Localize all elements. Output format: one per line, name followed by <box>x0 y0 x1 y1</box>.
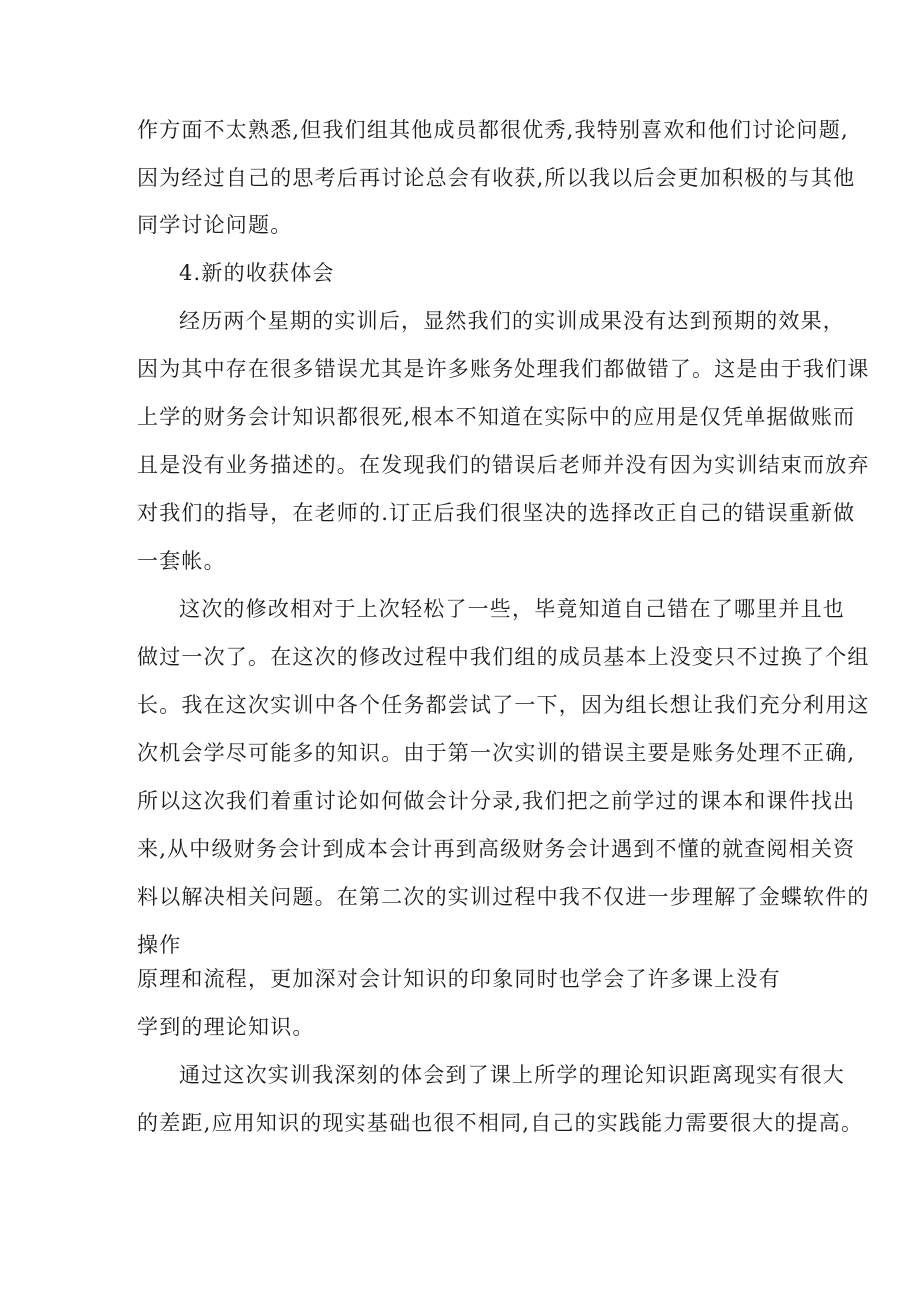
body-text-line: 次机会学尽可能多的知识。由于第一次实训的错误主要是账务处理不正确, <box>137 741 856 765</box>
body-text-line: 来,从中级财务会计到成本会计再到高级财务会计遇到不懂的就查阅相关资 <box>137 837 856 861</box>
body-text-line: 这次的修改相对于上次轻松了一些，毕竟知道自己错在了哪里并且也 <box>179 597 845 621</box>
body-text-line: 上学的财务会计知识都很死,根本不知道在实际中的应用是仅凭单据做账而 <box>137 405 856 429</box>
body-text-line: 的差距,应用知识的现实基础也很不相同,自己的实践能力需要很大的提高。 <box>137 1111 864 1135</box>
section-heading: 4.新的收获体会 <box>179 261 335 285</box>
body-text-line: 长。我在这次实训中各个任务都尝试了一下，因为组长想让我们充分利用这 <box>137 693 870 717</box>
body-text-line: 料以解决相关问题。在第二次的实训过程中我不仅进一步理解了金蝶软件的 <box>137 885 870 909</box>
body-text-line: 经历两个星期的实训后，显然我们的实训成果没有达到预期的效果， <box>179 309 845 333</box>
body-text-line: 一套帐。 <box>137 549 226 573</box>
body-text-line: 通过这次实训我深刻的体会到了课上所学的理论知识距离现实有很大 <box>179 1063 845 1087</box>
body-text-line: 且是没有业务描述的。在发现我们的错误后老师并没有因为实训结束而放弃 <box>137 453 870 477</box>
body-text-line: 做过一次了。在这次的修改过程中我们组的成员基本上没变只不过换了个组 <box>137 645 870 669</box>
body-text-line: 原理和流程，更加深对会计知识的印象同时也学会了许多课上没有 <box>137 967 781 991</box>
body-text-line: 对我们的指导，在老师的.订正后我们很坚决的选择改正自己的错误重新做 <box>137 501 856 525</box>
body-text-line: 所以这次我们着重讨论如何做会计分录,我们把之前学过的课本和课件找出 <box>137 789 856 813</box>
body-text-line: 因为经过自己的思考后再讨论总会有收获,所以我以后会更加积极的与其他 <box>137 166 856 190</box>
body-text-line: 学到的理论知识。 <box>137 1015 315 1039</box>
body-text-line: 操作 <box>137 933 182 957</box>
body-text-line: 同学讨论问题。 <box>137 213 293 237</box>
body-text-line: 因为其中存在很多错误尤其是许多账务处理我们都做错了。这是由于我们课 <box>137 357 870 381</box>
body-text-line: 作方面不太熟悉,但我们组其他成员都很优秀,我特别喜欢和他们讨论问题, <box>137 118 849 142</box>
